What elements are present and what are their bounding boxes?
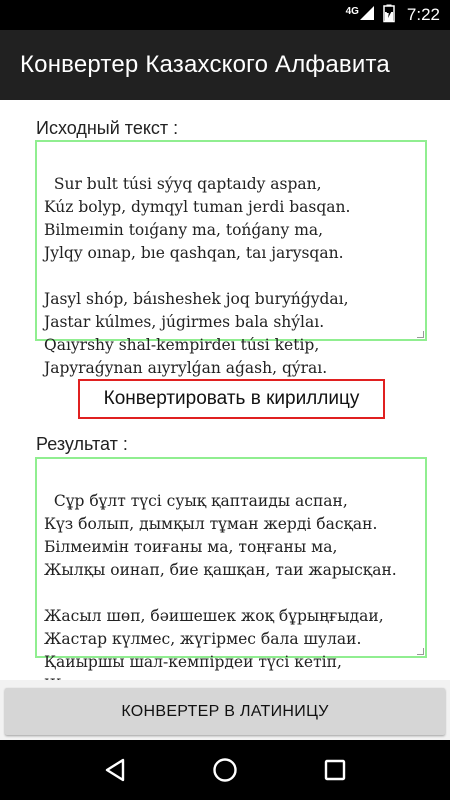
- clock: 7:22: [406, 5, 440, 24]
- back-icon[interactable]: [95, 750, 135, 790]
- battery-icon: [383, 4, 395, 27]
- navigation-bar: [0, 740, 450, 800]
- resize-handle-icon[interactable]: [417, 648, 424, 655]
- recents-icon[interactable]: [315, 750, 355, 790]
- app-title: Конвертер Казахского Алфавита: [20, 51, 390, 78]
- source-text-input[interactable]: [35, 140, 427, 377]
- resize-handle-icon[interactable]: [417, 331, 424, 338]
- result-text-output[interactable]: [35, 457, 427, 671]
- convert-to-cyrillic-button[interactable]: Конвертировать в кириллицу: [78, 379, 385, 419]
- convert-to-latin-button[interactable]: КОНВЕРТЕР В ЛАТИНИЦУ: [5, 688, 445, 735]
- status-bar: [0, 0, 450, 30]
- app-bar: [0, 30, 450, 100]
- signal-icon: [359, 5, 375, 26]
- home-icon[interactable]: [205, 750, 245, 790]
- result-label: Результат :: [36, 434, 128, 454]
- result-text: Сұр бұлт түсі суық қаптаиды аспан, Күз болып, дымқыл тұман жерді басқан. Білмеимін тоиғаны ма, тоңғаны ма, Жылқы оинап, бие қашқан, таи жарысқан. Жасыл шөп, бәишешек жоқ бұрыңғыдаи, Жастар күлмес, жүгірмес бала шулаи. Қаиыршы шал-кемпірдеи түсі кетіп,: [44, 492, 397, 671]
- source-label: Исходный текст :: [36, 118, 179, 138]
- network-type: 4G: [345, 5, 359, 17]
- source-text: Sur bult túsi sýyq qaptaıdy aspan, Kúz bolyp, dymqyl tuman jerdi basqan. Bilmeımin toıǵany ma, tońǵany ma, Jylqy oınap, bıe qashqan, taı jarysqan. Jasyl shóp, báısheshek joq buryńǵydaı, Jastar kúlmes, júgirmes bala shýlaı. Qaıyrshy shal-kempirdeı túsi ketip, Japyraǵynan aıyrylǵan aǵash, qýraı.: [44, 175, 351, 377]
